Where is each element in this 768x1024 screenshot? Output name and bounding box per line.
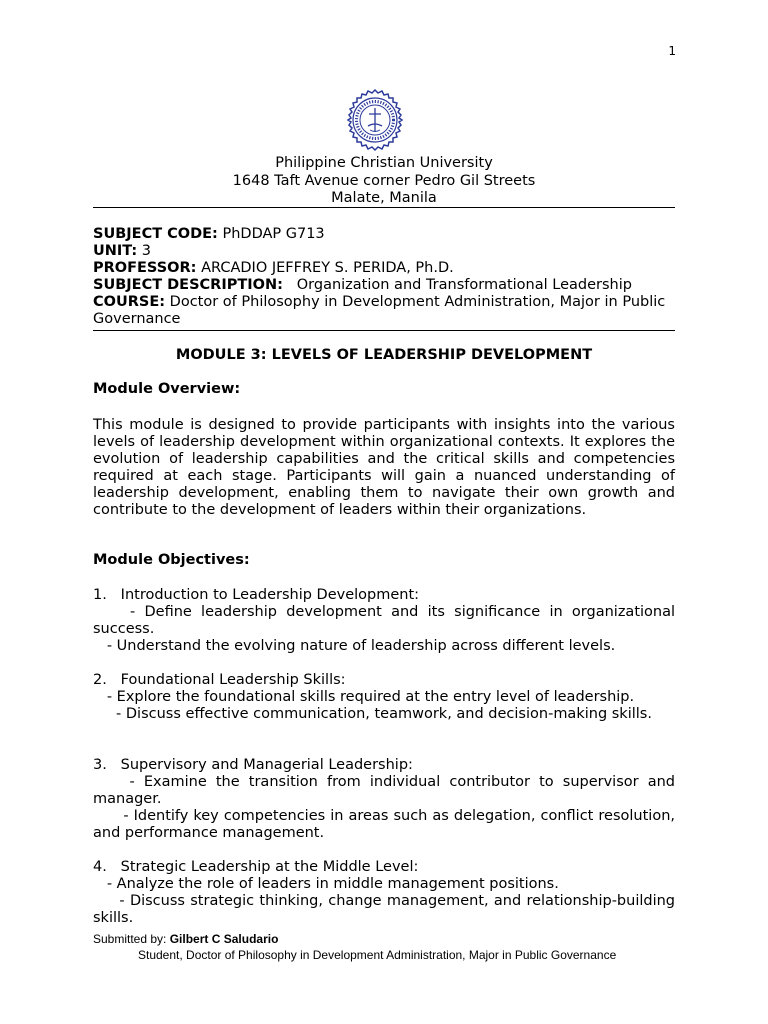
objective-title: 3. Supervisory and Managerial Leadership: bbox=[93, 757, 413, 773]
objective-item bbox=[93, 672, 675, 723]
course-label: COURSE: bbox=[93, 294, 166, 310]
page-number: 1 bbox=[668, 44, 676, 58]
submitted-by-label: Submitted by: bbox=[93, 932, 170, 946]
subject-code-line bbox=[93, 226, 675, 243]
overview-heading: Module Overview: bbox=[93, 381, 241, 397]
professor-label: PROFESSOR: bbox=[93, 260, 197, 276]
objective-bullet: - Discuss effective communication, teamwork, and decision-making skills. bbox=[93, 706, 652, 722]
objective-bullet: - Discuss strategic thinking, change management, and relationship-building skills. bbox=[93, 893, 680, 926]
objective-title: 4. Strategic Leadership at the Middle Level: bbox=[93, 859, 419, 875]
university-seal-icon bbox=[343, 88, 407, 152]
submitter-role: Student, Doctor of Philosophy in Development Administration, Major in Public Governance bbox=[138, 948, 617, 962]
professor-line bbox=[93, 260, 675, 277]
subject-code-label: SUBJECT CODE: bbox=[93, 226, 218, 242]
submitter-name: Gilbert C Saludario bbox=[169, 932, 279, 946]
subject-code-value: PhDDAP G713 bbox=[217, 226, 325, 242]
objective-item bbox=[93, 757, 680, 842]
objective-bullet: - Examine the transition from individual contributor to supervisor and manager. bbox=[93, 774, 680, 807]
module-title: MODULE 3: LEVELS OF LEADERSHIP DEVELOPMENT bbox=[175, 347, 593, 363]
objective-item bbox=[93, 859, 680, 927]
submitted-by bbox=[93, 932, 278, 946]
objective-title: 1. Introduction to Leadership Development: bbox=[93, 587, 420, 603]
objective-title: 2. Foundational Leadership Skills: bbox=[93, 672, 346, 688]
objective-bullet: - Explore the foundational skills required at the entry level of leadership. bbox=[93, 689, 635, 705]
course-line bbox=[93, 294, 675, 328]
objective-bullet: - Understand the evolving nature of leadership across different levels. bbox=[93, 638, 616, 654]
subject-description-value: Organization and Transformational Leadership bbox=[282, 277, 632, 293]
objective-bullet: - Define leadership development and its significance in organizational success. bbox=[93, 604, 680, 637]
university-header bbox=[93, 155, 675, 208]
info-divider bbox=[93, 330, 675, 331]
unit-value: 3 bbox=[137, 243, 152, 259]
university-address-line2: Malate, Manila bbox=[331, 190, 437, 206]
overview-text: This module is designed to provide participants with insights into the various levels of leadership development within organizational contexts. It explores the evolution of leadership capabilities and the critical skills and competencies required at each stage. Participants will gain a nuanced understanding of leadership development, enabling them to navigate their own growth and contribute to the development of leaders within their organizations. bbox=[93, 417, 675, 518]
unit-label: UNIT: bbox=[93, 243, 138, 259]
objective-item bbox=[93, 587, 680, 655]
subject-description-label: SUBJECT DESCRIPTION: bbox=[93, 277, 283, 293]
university-address-line1: 1648 Taft Avenue corner Pedro Gil Streets bbox=[232, 172, 536, 189]
unit-line bbox=[93, 243, 675, 260]
header-divider bbox=[93, 207, 675, 208]
course-info bbox=[93, 226, 675, 328]
university-name: Philippine Christian University bbox=[275, 155, 493, 171]
professor-value: ARCADIO JEFFREY S. PERIDA, Ph.D. bbox=[196, 260, 454, 276]
course-value: Doctor of Philosophy in Development Administration, Major in Public Governance bbox=[93, 294, 666, 327]
objective-bullet: - Analyze the role of leaders in middle management positions. bbox=[93, 876, 559, 892]
objectives-heading: Module Objectives: bbox=[93, 552, 250, 568]
subject-description-line bbox=[93, 277, 675, 294]
objective-bullet: - Identify key competencies in areas such as delegation, conflict resolution, and performance management. bbox=[93, 808, 680, 841]
